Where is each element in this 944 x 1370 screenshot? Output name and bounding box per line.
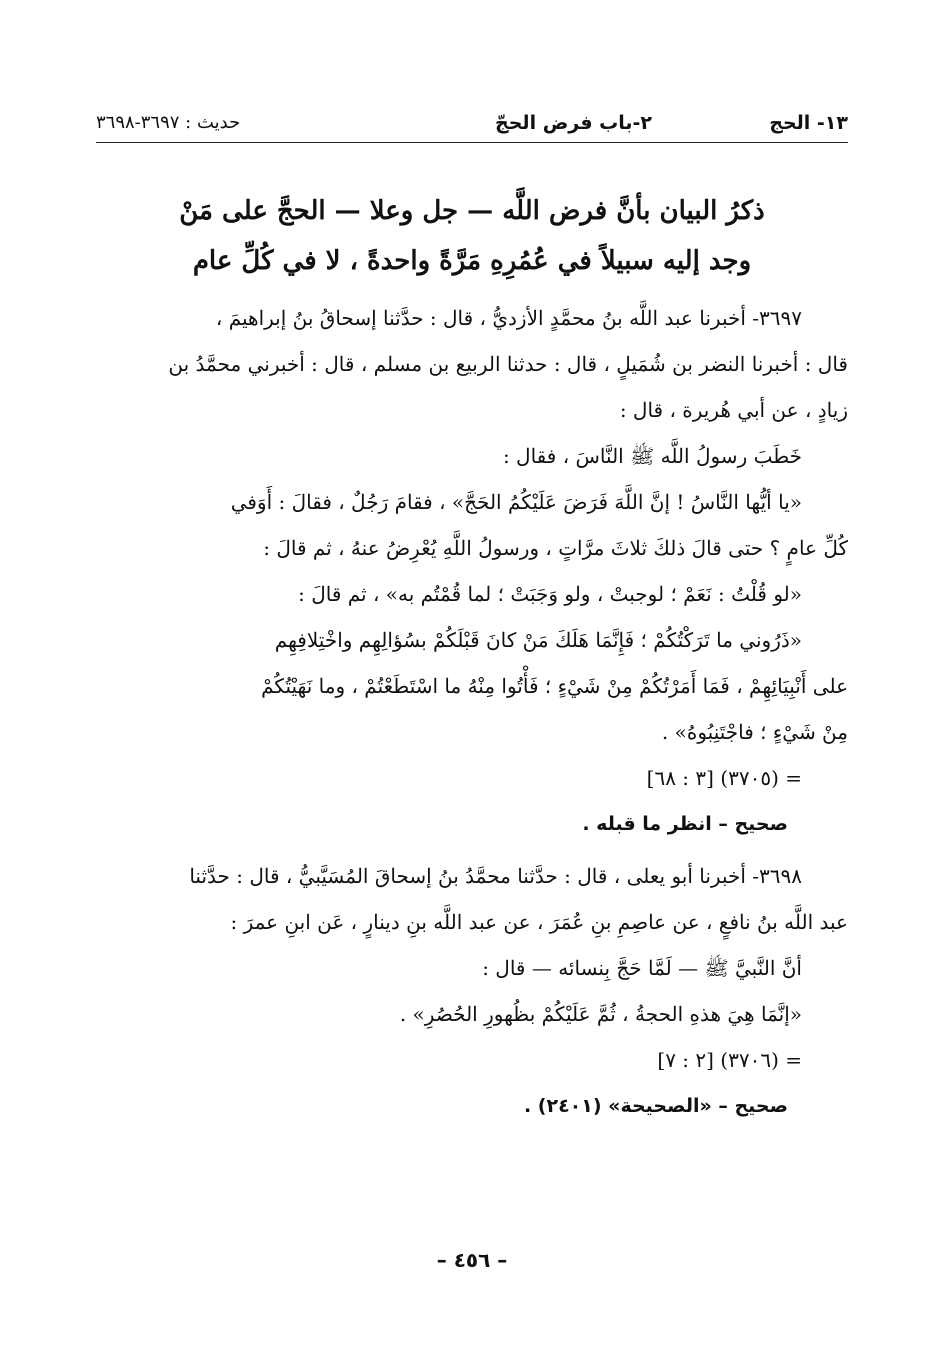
hadith-3697-matn-line-4: «لو قُلْتُ : نَعَمْ ؛ لوجبتْ ، ولو وَجَبَتْ ؛ لما قُمْتُم به» ، ثم قالَ :	[298, 582, 802, 606]
chapter-title-line-1: ذكرُ البيان بأنَّ فرض اللَّه — جل وعلا — الحجَّ على مَنْ	[179, 196, 765, 226]
hadith-3697-isnad-line-3: زيادٍ ، عن أبي هُريرة ، قال :	[619, 398, 848, 422]
hadith-3698-isnad-line-2: عبد اللَّه بنُ نافعٍ ، عن عاصِمِ بنِ عُمَرَ ، عن عبد اللَّه بنِ دينارٍ ، عَن ابنِ عمرَ :	[230, 910, 848, 934]
hadith-3698-grade: صحيح – «الصحيحة» (٢٤٠١) .	[523, 1095, 788, 1117]
hadith-3697-matn-line-3: كُلِّ عامٍ ؟ حتى قالَ ذلكَ ثلاثَ مرَّاتٍ ، ورسولُ اللَّهِ يُعْرِضُ عنهُ ، ثم قالَ :	[263, 536, 848, 560]
hadith-3697-isnad-line-1: ٣٦٩٧- أخبرنا عبد اللَّه بنُ محمَّدٍ الأزديُّ ، قال : حدَّثنا إسحاقُ بنُ إبراهيمَ ،	[215, 306, 802, 330]
hadith-3698-isnad-line-1: ٣٦٩٨- أخبرنا أبو يعلى ، قال : حدَّثنا محمَّدُ بنُ إسحاقَ المُسَيَّبيُّ ، قال : حدَّثنا	[189, 864, 802, 888]
hadith-3698-matn-line-1: أنَّ النَّبيَّ ﷺ — لَمَّا حَجَّ بِنسائه — قال :	[482, 956, 802, 980]
running-header	[96, 108, 848, 143]
hadith-3697-matn-line-2: «يا أيُّها النَّاسُ ! إنَّ اللَّهَ فَرَضَ عَلَيْكُمُ الحَجَّ» ، فقامَ رَجُلٌ ، فقالَ : أَوَفي	[230, 490, 802, 514]
chapter-title	[110, 186, 834, 286]
header-bab: ٢-باب فرض الحجّ	[495, 112, 652, 134]
header-chapter: ١٣- الحج	[769, 112, 848, 134]
hadith-3698-reference: = (٣٧٠٦) [٢ : ٧]	[657, 1048, 802, 1072]
hadith-3697-grade: صحيح – انظر ما قبله .	[582, 813, 788, 835]
hadith-3697-matn-line-7: مِنْ شَيْءٍ ؛ فاجْتَنِبُوهُ» .	[661, 720, 848, 744]
hadith-3697-matn-line-6: على أَنْبِيَائِهِمْ ، فَمَا أَمَرْتُكُمْ مِنْ شَيْءٍ ؛ فَأْتُوا مِنْهُ ما اسْتَطَعْتُمْ ، وما نَهَيْتُكُمْ	[261, 674, 848, 698]
page-number: – ٤٥٦ –	[436, 1248, 508, 1272]
header-hadith-range: حديث : ٣٦٩٧-٣٦٩٨	[96, 112, 241, 133]
hadith-3697-isnad-line-2: قال : أخبرنا النضر بن شُمَيلٍ ، قال : حدثنا الربيع بن مسلم ، قال : أخبرني محمَّدُ بن	[168, 352, 848, 376]
hadith-3697-matn-line-5: «ذَرُوني ما تَرَكْتُكُمْ ؛ فَإِنَّمَا هَلَكَ مَنْ كانَ قَبْلَكُمْ بسُؤالِهِم واخْتِلافِهِم	[274, 628, 802, 652]
hadith-3697-matn-line-1: خَطَبَ رسولُ اللَّه ﷺ النَّاسَ ، فقال :	[502, 444, 802, 468]
chapter-title-line-2: وجد إليه سبيلاً في عُمُرِهِ مَرَّةً واحدةً ، لا في كُلِّ عام	[192, 246, 752, 276]
hadith-3698-matn-line-2: «إنَّمَا هِيَ هذهِ الحجةُ ، ثُمَّ عَلَيْكُمْ بظُهورِ الحُصُرِ» .	[399, 1002, 802, 1026]
page-body	[96, 295, 848, 1129]
hadith-3697-reference: = (٣٧٠٥) [٣ : ٦٨]	[646, 766, 802, 790]
